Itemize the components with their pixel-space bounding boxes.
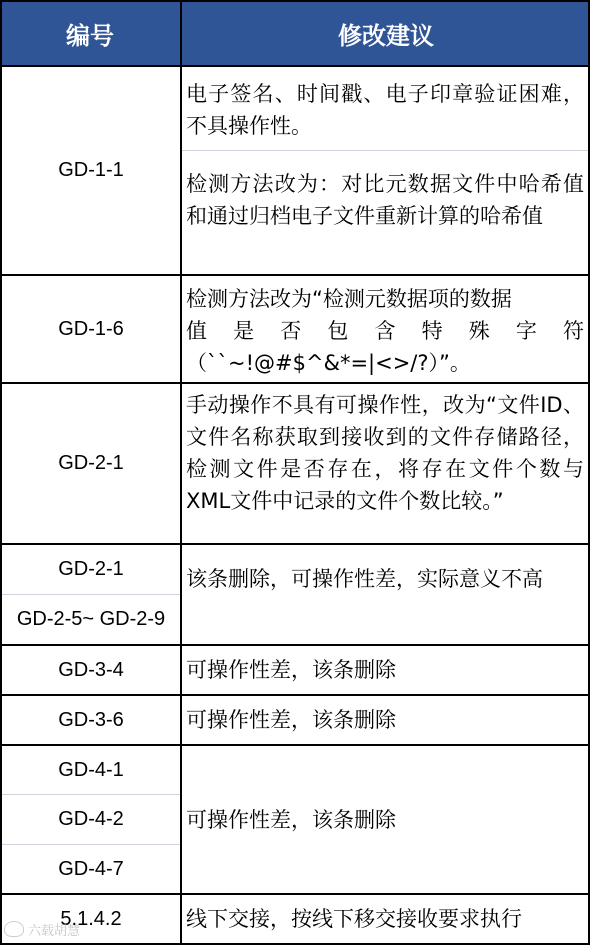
suggestion-cell: 电子签名、时间戳、电子印章验证困难，不具操作性。: [186, 82, 584, 138]
border-top: [0, 0, 590, 2]
suggestion-cell: 可操作性差，该条删除: [186, 658, 396, 682]
code-cell: GD-2-5~ GD-2-9: [16, 608, 166, 630]
code-cell: GD-3-4: [58, 658, 124, 681]
code-cell: GD-4-7: [58, 857, 124, 880]
header-suggestion: 修改建议: [338, 21, 434, 50]
suggestion-cell: 可操作性差，该条删除: [186, 708, 396, 732]
suggestion-line: 检测方法改为“检测元数据项的数据: [186, 287, 512, 311]
column-divider: [180, 0, 182, 945]
watermark-logo-icon: [4, 921, 24, 937]
code-cell: GD-2-1: [58, 558, 124, 580]
watermark-text: 六载胡慧: [28, 923, 81, 939]
suggestion-cell: 可操作性差，该条删除: [186, 807, 396, 832]
suggestion-cell: 手动操作不具有可操作性，改为“文件ID、文件名称获取到接收到的文件存储路径，检测文件是否存在，将存在文件个数与XML文件中记录的文件个数比较。”: [186, 393, 584, 513]
code-cell: GD-4-2: [58, 808, 124, 830]
code-cell: GD-4-1: [58, 758, 124, 781]
suggestion-cell: 检测方法改为：对比元数据文件中哈希值和通过归档电子文件重新计算的哈希值: [186, 172, 584, 228]
code-cell: GD-1-6: [58, 317, 124, 340]
suggestion-cell: 线下交接，按线下移交接收要求执行: [186, 907, 522, 931]
suggestion-line: （``~!@#$^&*=|<>/?）”。: [186, 351, 471, 375]
code-cell: GD-2-1: [58, 452, 124, 474]
code-cell: 5.1.4.2: [60, 907, 122, 930]
code-cell: GD-1-1: [58, 159, 124, 181]
suggestion-cell: 该条删除，可操作性差，实际意义不高: [186, 567, 543, 591]
watermark: [4, 918, 104, 940]
code-cell: GD-3-6: [58, 708, 124, 731]
header-code: 编号: [66, 21, 114, 50]
inner-separator: [182, 150, 588, 151]
suggestion-line: 值 是 否 包 含 特 殊 字 符: [186, 319, 584, 343]
